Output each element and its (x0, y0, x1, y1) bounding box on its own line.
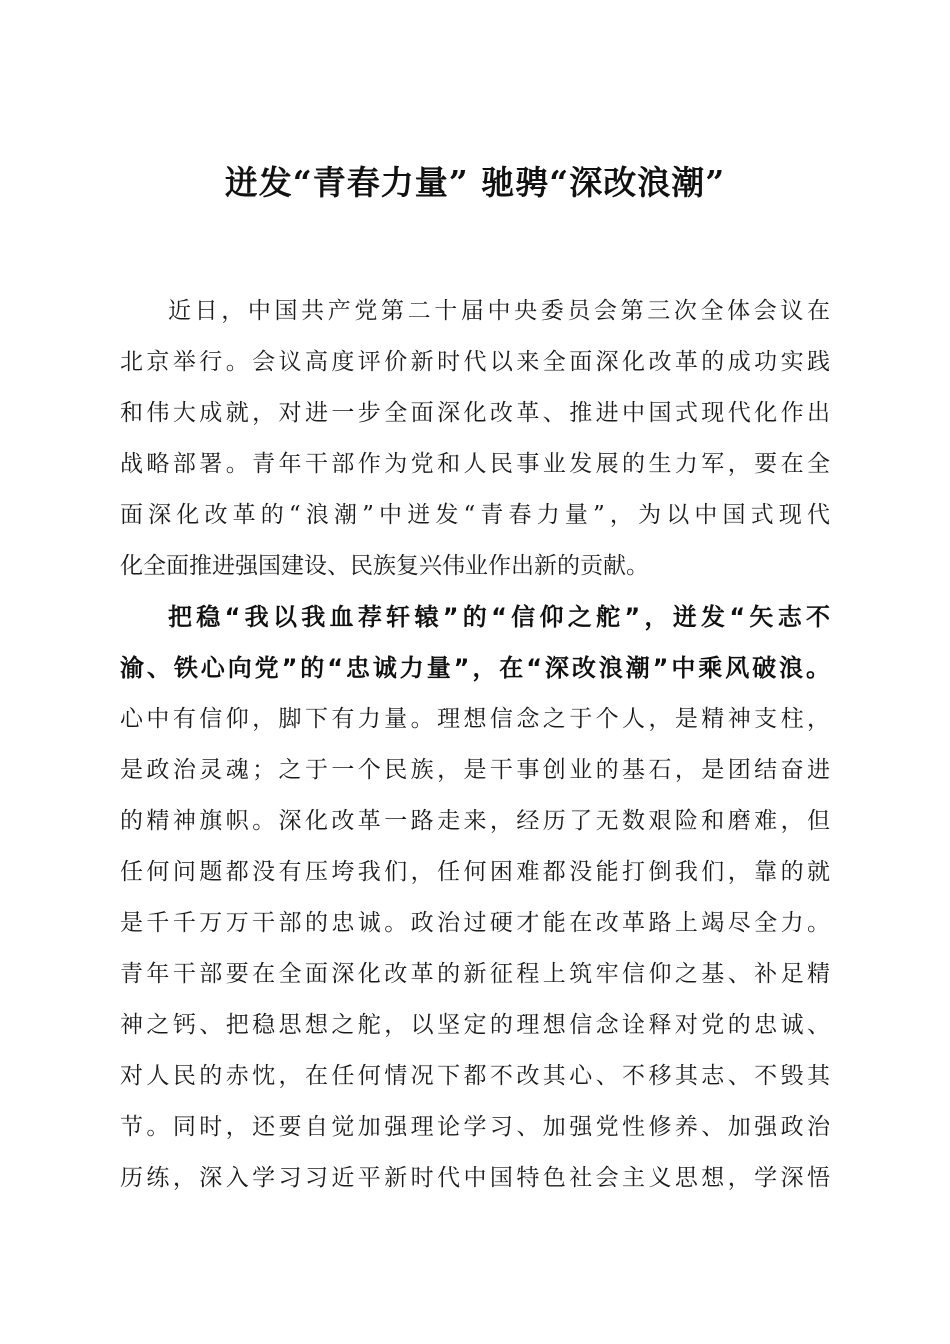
article-body (120, 286, 830, 1204)
paragraph-2-line-8: 对人民的赤忱，在任何情况下都不改其心、不移其志、不毁其 (120, 1063, 830, 1089)
section-heading-line-1: 把稳“我以我血荐轩辕”的“信仰之舵”，迸发“矢志不 (168, 603, 830, 631)
paragraph-2-line-10: 历练，深入学习习近平新时代中国特色社会主义思想，学深悟 (120, 1165, 830, 1191)
paragraph-1-line-2: 北京举行。会议高度评价新时代以来全面深化改革的成功实践 (120, 349, 830, 375)
page-title: 迸发“青春力量” 驰骋“深改浪潮” (224, 163, 726, 202)
paragraph-1-line-6: 化全面推进强国建设、民族复兴伟业作出新的贡献。 (120, 553, 649, 579)
paragraph-1-line-1: 近日，中国共产党第二十届中央委员会第三次全体会议在 (168, 298, 830, 324)
paragraph-2-line-5: 是千千万万干部的忠诚。政治过硬才能在改革路上竭尽全力。 (120, 910, 830, 936)
paragraph-2-line-2: 是政治灵魂；之于一个民族，是干事创业的基石，是团结奋进 (120, 757, 830, 783)
paragraph-2-line-3: 的精神旗帜。深化改革一路走来，经历了无数艰险和磨难，但 (120, 808, 830, 834)
paragraph-2-line-7: 神之钙、把稳思想之舵，以坚定的理想信念诠释对党的忠诚、 (120, 1012, 830, 1038)
paragraph-2-line-9: 节。同时，还要自觉加强理论学习、加强党性修养、加强政治 (120, 1114, 830, 1140)
paragraph-2-line-4: 任何问题都没有压垮我们，任何困难都没能打倒我们，靠的就 (120, 859, 830, 885)
paragraph-1-line-5: 面深化改革的“浪潮”中迸发“青春力量”，为以中国式现代 (120, 502, 830, 528)
paragraph-1-line-3: 和伟大成就，对进一步全面深化改革、推进中国式现代化作出 (120, 400, 830, 426)
paragraph-2-line-6: 青年干部要在全面深化改革的新征程上筑牢信仰之基、补足精 (120, 961, 830, 987)
paragraph-2-line-1: 心中有信仰，脚下有力量。理想信念之于个人，是精神支柱， (120, 706, 830, 732)
section-heading-line-2: 渝、铁心向党”的“忠诚力量”，在“深改浪潮”中乘风破浪。 (120, 654, 830, 682)
paragraph-1-line-4: 战略部署。青年干部作为党和人民事业发展的生力军，要在全 (120, 451, 830, 477)
